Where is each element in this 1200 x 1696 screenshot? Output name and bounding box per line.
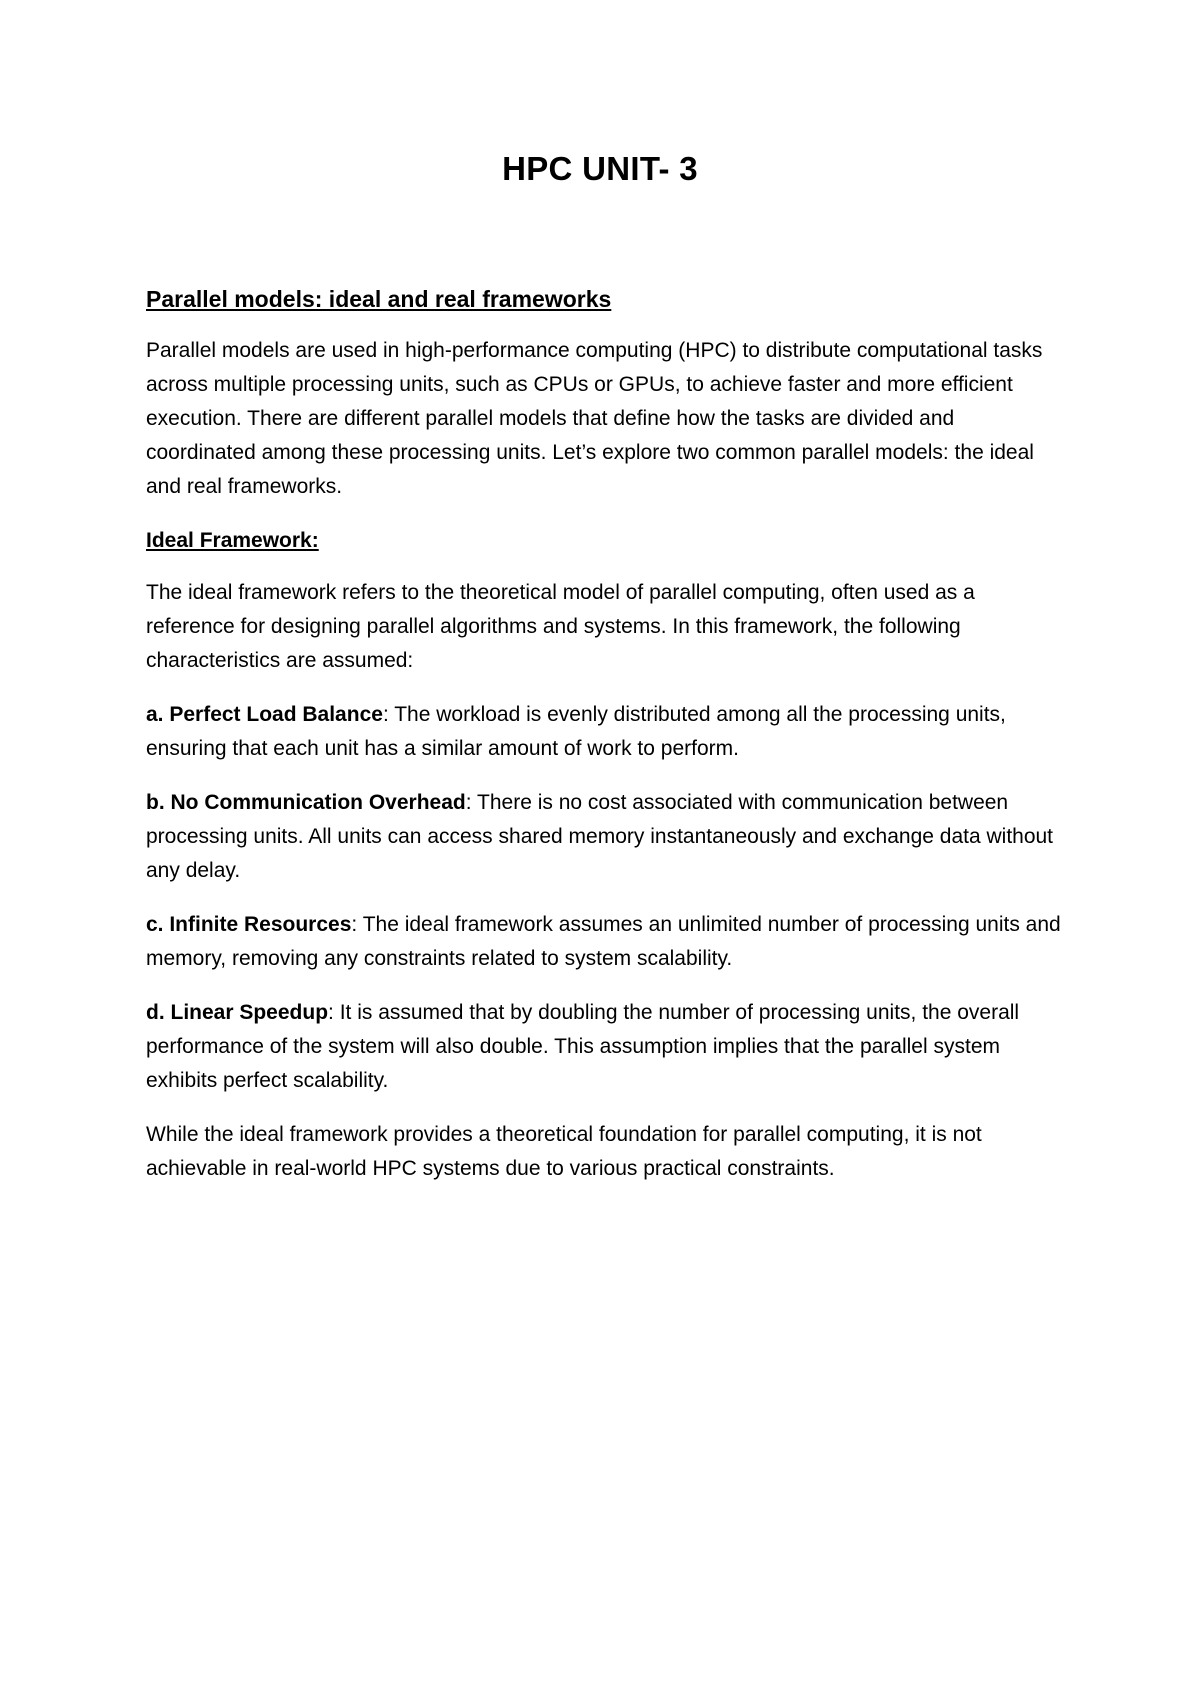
list-item-linear-speedup — [146, 996, 1066, 1098]
document-body — [146, 282, 1066, 1206]
conclusion-paragraph: While the ideal framework provides a theoretical foundation for parallel computing, it is not achievable in real-world HPC systems due to various practical constraints. — [146, 1123, 982, 1180]
ideal-framework-heading: Ideal Framework: — [146, 529, 319, 552]
page-title: HPC UNIT- 3 — [502, 150, 698, 187]
list-item-no-communication-overhead — [146, 786, 1066, 888]
item-text: : The workload is evenly distributed among all the processing units, ensuring that each unit has a similar amount of work to perform. — [146, 703, 1006, 760]
intro-paragraph: Parallel models are used in high-performance computing (HPC) to distribute computational tasks across multiple processing units, such as CPUs or GPUs, to achieve faster and more efficient execution. There are different parallel models that define how the tasks are divided and coordinated among these processing units. Let’s explore two common parallel models: the ideal and real frameworks. — [146, 339, 1043, 498]
item-text: : It is assumed that by doubling the number of processing units, the overall performance of the system will also double. This assumption implies that the parallel system exhibits perfect scalability. — [146, 1001, 1020, 1092]
item-text: : There is no cost associated with communication between processing units. All units can access shared memory instantaneously and exchange data without any delay. — [146, 791, 1054, 882]
item-text: : The ideal framework assumes an unlimited number of processing units and memory, removing any constraints related to system scalability. — [146, 913, 1061, 970]
item-term: c. Infinite Resources — [146, 913, 352, 936]
section-heading: Parallel models: ideal and real frameworks — [146, 286, 612, 312]
ideal-framework-description: The ideal framework refers to the theoretical model of parallel computing, often used as a reference for designing parallel algorithms and systems. In this framework, the following characteristics are assumed: — [146, 581, 975, 672]
item-term: d. Linear Speedup — [146, 1001, 329, 1024]
item-term: a. Perfect Load Balance — [146, 703, 383, 726]
list-item-perfect-load-balance — [146, 698, 1066, 766]
list-item-infinite-resources — [146, 908, 1066, 976]
item-term: b. No Communication Overhead — [146, 791, 466, 814]
